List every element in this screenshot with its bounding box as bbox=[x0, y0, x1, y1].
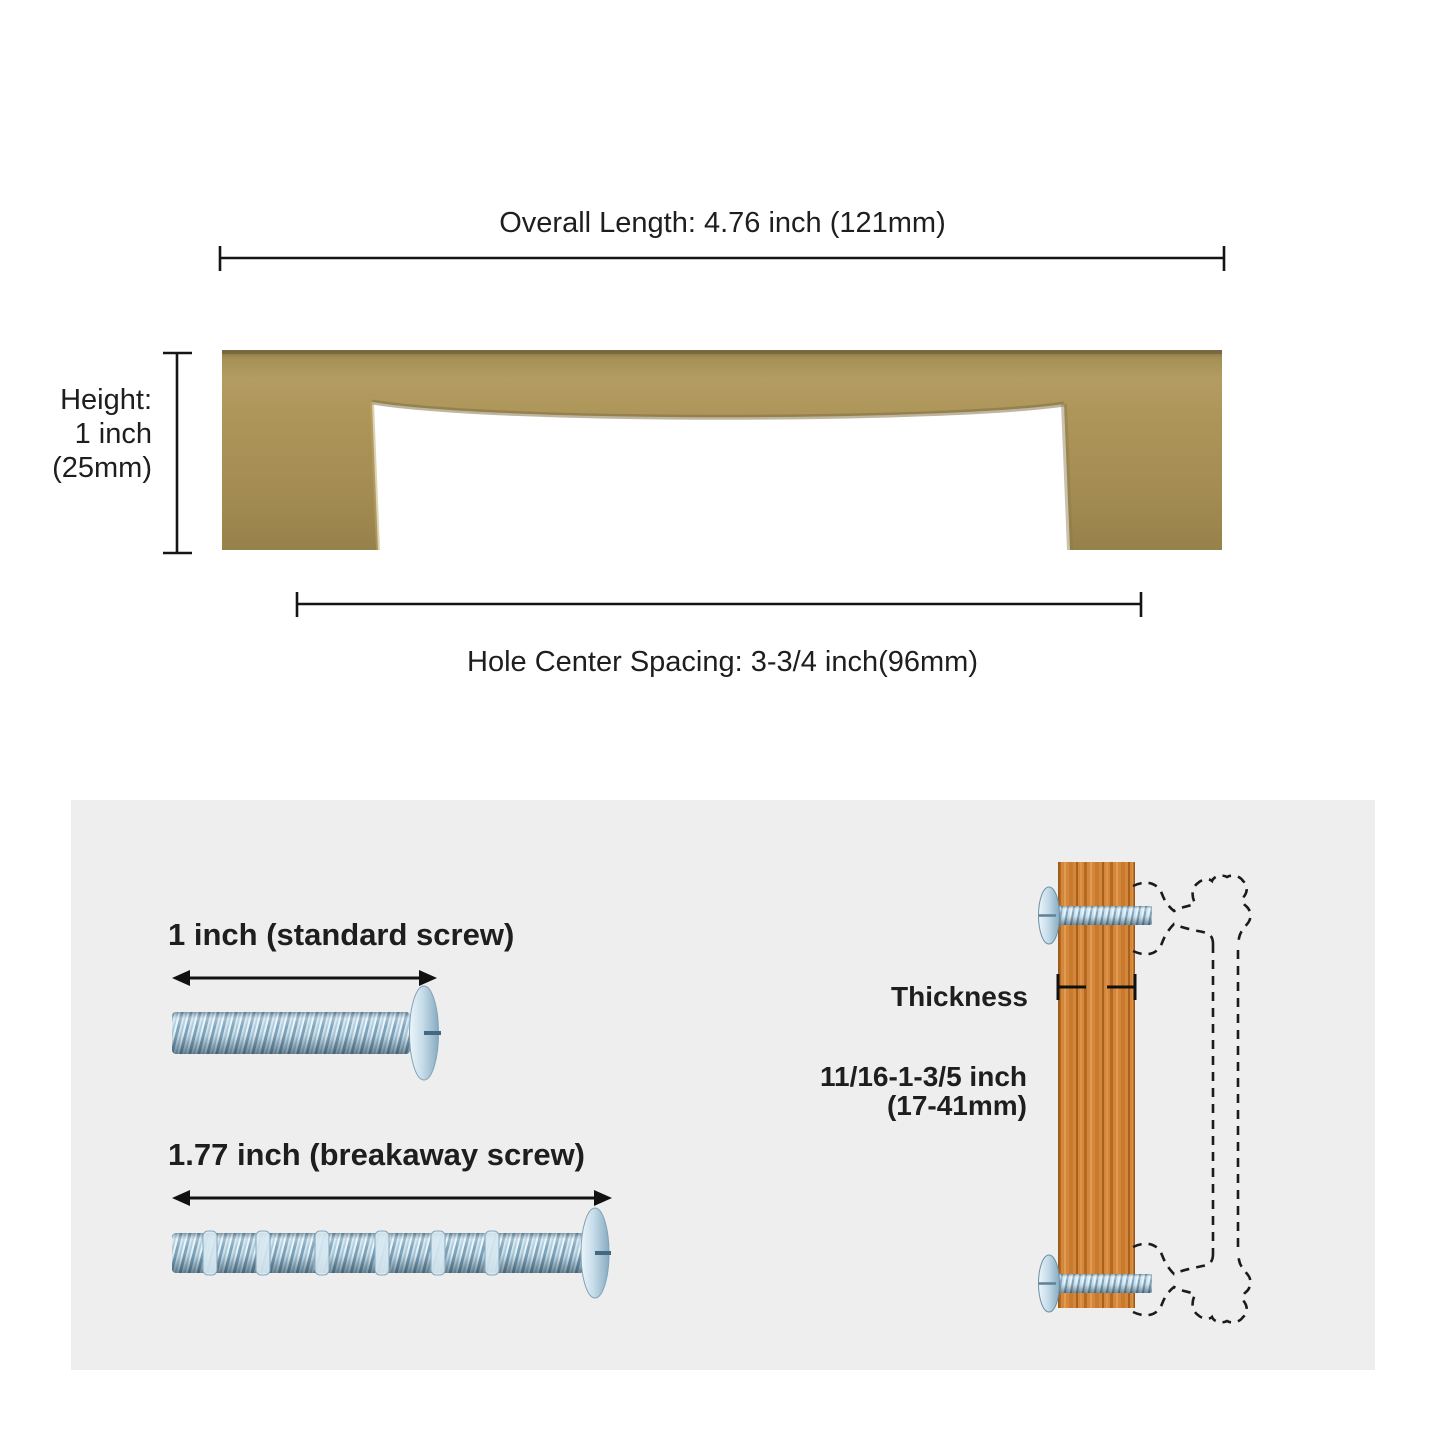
height-label-line2: 1 inch bbox=[74, 418, 152, 450]
handle-illustration bbox=[222, 350, 1222, 550]
hole-spacing-dimension-line bbox=[297, 592, 1141, 617]
breakaway-screw-label: 1.77 inch (breakaway screw) bbox=[168, 1137, 586, 1172]
wood-panel-illustration bbox=[1058, 862, 1135, 1308]
overall-length-label: Overall Length: 4.76 inch (121mm) bbox=[499, 207, 946, 239]
thickness-label: Thickness bbox=[891, 981, 1028, 1012]
thickness-range-inch: 11/16-1-3/5 inch bbox=[819, 1061, 1027, 1092]
thickness-range-label bbox=[627, 1062, 1027, 1120]
overall-length-dimension-line bbox=[220, 246, 1224, 271]
height-label bbox=[28, 383, 152, 485]
hole-center-spacing-label: Hole Center Spacing: 3-3/4 inch(96mm) bbox=[467, 646, 978, 678]
thickness-range-mm: (17-41mm) bbox=[886, 1090, 1027, 1121]
height-dimension-line bbox=[163, 353, 192, 553]
standard-screw-label: 1 inch (standard screw) bbox=[168, 917, 515, 952]
height-label-line1: Height: bbox=[60, 384, 152, 416]
height-label-line3: (25mm) bbox=[52, 452, 152, 484]
